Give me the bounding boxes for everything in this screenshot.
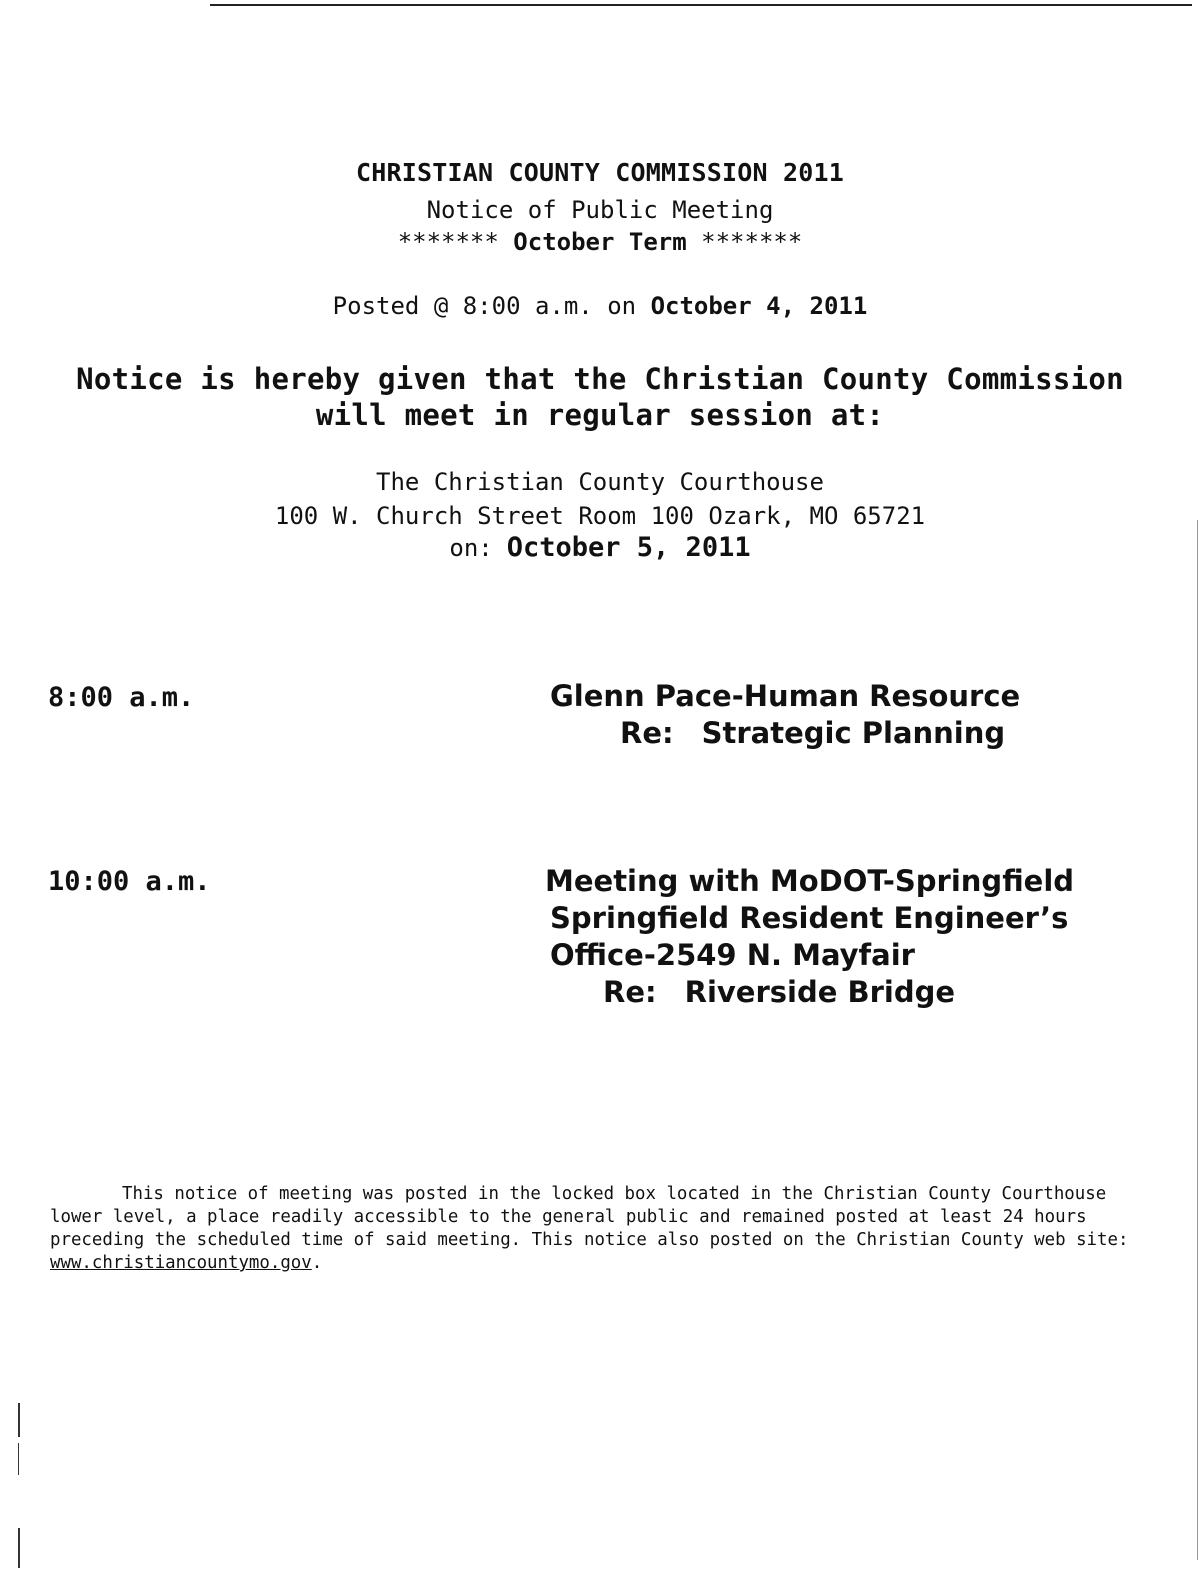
term-stars-left: ******* — [397, 228, 499, 256]
county-website-link[interactable]: www.christiancountymo.gov — [50, 1253, 312, 1273]
agenda-time-2: 10:00 a.m. — [48, 866, 211, 897]
agenda-item-1-line-1: Glenn Pace-Human Resource — [550, 679, 1021, 713]
re-topic: Strategic Planning — [701, 716, 1006, 750]
venue-name: The Christian County Courthouse — [376, 468, 824, 496]
term-name: October Term — [513, 228, 687, 256]
agenda-item-2-line-1: Meeting with MoDOT-Springfield — [545, 864, 1075, 898]
scan-artifact-mark — [18, 1443, 19, 1475]
term-stars-right: ******* — [701, 228, 803, 256]
scan-artifact-mark — [18, 1403, 20, 1437]
re-topic: Riverside Bridge — [684, 975, 956, 1009]
posted-prefix: Posted @ 8:00 a.m. on — [332, 292, 637, 320]
agenda-item-2 — [545, 863, 1074, 1011]
posted-line — [0, 292, 1200, 320]
top-border-line — [210, 4, 1192, 6]
meeting-date: October 5, 2011 — [506, 532, 751, 563]
meeting-subtitle: Notice of Public Meeting — [426, 196, 774, 224]
agenda-item-2-line-2: Springfield Resident Engineer’s — [550, 901, 1069, 935]
page-edge-line — [1197, 520, 1198, 1560]
commission-title: CHRISTIAN COUNTY COMMISSION 2011 — [355, 158, 845, 187]
meeting-date-line — [0, 532, 1200, 563]
posting-statement — [50, 1183, 1145, 1275]
notice-line-1: Notice is hereby given that the Christian County Commission — [76, 362, 1124, 396]
agenda-item-2-re — [545, 974, 1074, 1011]
agenda-item-2-line-3: Office-2549 N. Mayfair — [550, 938, 915, 972]
agenda-item-1-re — [550, 715, 1020, 752]
scan-artifact-mark — [18, 1528, 20, 1568]
venue-address: 100 W. Church Street Room 100 Ozark, MO 65721 — [274, 502, 926, 530]
on-label: on: — [449, 534, 493, 562]
posting-statement-text: This notice of meeting was posted in the locked box located in the Christian County Courthouse lower level, a place readily accessible to the general public and remained posted at least 24 hours preceding the scheduled time of said meeting. This notice also posted on the Christian County web site: — [50, 1184, 1129, 1250]
statement-end: . — [311, 1253, 323, 1273]
agenda-time-1: 8:00 a.m. — [48, 682, 195, 713]
re-label: Re: — [620, 716, 674, 750]
posted-date: October 4, 2011 — [650, 292, 868, 320]
notice-line-2: will meet in regular session at: — [315, 398, 885, 432]
agenda-item-1 — [550, 678, 1020, 752]
term-line — [0, 228, 1200, 256]
re-label: Re: — [603, 975, 657, 1009]
